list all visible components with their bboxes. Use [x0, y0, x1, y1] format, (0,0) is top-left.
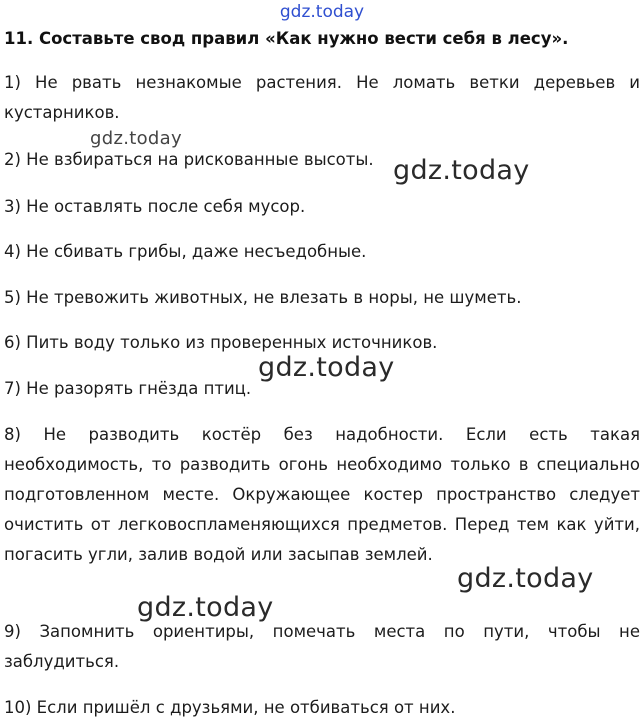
- task-heading: 11. Составьте свод правил «Как нужно вести себя в лесу».: [4, 29, 569, 48]
- watermark: gdz.today: [137, 592, 274, 623]
- watermark: gdz.today: [258, 352, 395, 383]
- rule-item-3: 3) Не оставлять после себя мусор.: [4, 197, 306, 216]
- rule-item-7: 7) Не разорять гнёзда птиц.: [4, 379, 252, 398]
- watermark: gdz.today: [457, 563, 594, 594]
- watermark-top: gdz.today: [279, 2, 365, 22]
- watermark: gdz.today: [90, 128, 182, 149]
- rule-item-2: 2) Не взбираться на рискованные высоты.: [4, 150, 374, 169]
- rule-item-4: 4) Не сбивать грибы, даже несъедобные.: [4, 242, 367, 261]
- rule-item-1: 1) Не рвать незнакомые растения. Не ломать ветки деревьев и кустарников.: [4, 73, 640, 122]
- watermark: gdz.today: [393, 155, 530, 186]
- rule-item-5: 5) Не тревожить животных, не влезать в норы, не шуметь.: [4, 288, 522, 307]
- rule-item-8: 8) Не разводить костёр без надобности. Если есть такая необходимость, то разводить огонь необходимо только в специально подготовленном месте. Окружающее костер пространство следует очистить от легковоспламеняющихся предметов. Перед тем как уйти, погасить угли, залив водой или засыпав землей.: [4, 425, 640, 564]
- rule-item-9: 9) Запомнить ориентиры, помечать места по пути, чтобы не заблудиться.: [4, 622, 640, 671]
- rule-item-10: 10) Если пришёл с друзьями, не отбиваться от них.: [4, 698, 456, 717]
- rule-item-6: 6) Пить воду только из проверенных источников.: [4, 333, 438, 352]
